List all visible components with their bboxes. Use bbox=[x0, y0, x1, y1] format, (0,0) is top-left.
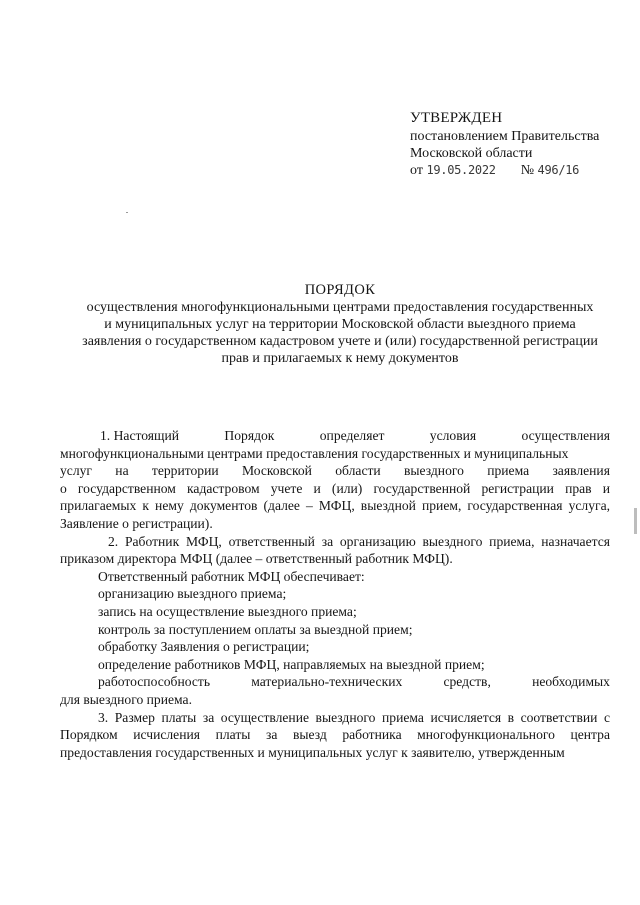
date-prefix: от bbox=[410, 163, 423, 178]
word: 1. Настоящий bbox=[100, 428, 180, 443]
word: приема bbox=[487, 463, 530, 479]
word: на bbox=[115, 463, 129, 479]
word: Порядок bbox=[224, 428, 275, 443]
paragraph-1-line-2 bbox=[60, 445, 610, 463]
duty-item: контроль за поступлением оплаты за выездной прием; bbox=[98, 621, 413, 637]
approval-number: 496/16 bbox=[537, 163, 580, 177]
number-sign: № bbox=[520, 163, 535, 178]
duty-item: запись на осуществление выездного приема; bbox=[98, 603, 357, 619]
duty-item: определение работников МФЦ, направляемых на выездной прием; bbox=[98, 656, 485, 672]
duty-item: обработку Заявления о регистрации; bbox=[98, 639, 310, 655]
subtitle-line: заявления о государственном кадастровом учете и (или) государственной регистрации bbox=[82, 334, 598, 349]
document-title: ПОРЯДОК bbox=[304, 282, 376, 298]
document-subtitle bbox=[60, 299, 620, 367]
word: области bbox=[335, 463, 381, 479]
word: условия bbox=[429, 428, 477, 443]
scan-edge-mark bbox=[634, 508, 637, 534]
duty-item-last-end: для выездного приема. bbox=[60, 691, 192, 707]
word: работоспособность bbox=[98, 674, 211, 690]
duty-item: организацию выездного приема; bbox=[98, 586, 287, 602]
subtitle-line: осуществления многофункциональными центрами предоставления государственных bbox=[86, 300, 594, 315]
word: заявления bbox=[552, 463, 610, 479]
word: необходимых bbox=[532, 674, 610, 690]
paragraph-1-line-1 bbox=[60, 427, 610, 445]
word: выездного bbox=[404, 463, 464, 479]
document-body bbox=[60, 427, 610, 761]
word: услуг bbox=[60, 463, 92, 479]
paragraph-1-rest: о государственном кадастровом учете и (или) государственной регистрации прав и прилагаемых к нему документов (далее – МФЦ, выездной прием, государственная услуга, Заявление о регистрации). bbox=[60, 480, 610, 531]
approval-block bbox=[410, 110, 630, 179]
subtitle-line: прав и прилагаемых к нему документов bbox=[221, 351, 459, 366]
subtitle-line: и муниципальных услуг на территории Московской области выездного приема bbox=[104, 317, 576, 332]
word: определяет bbox=[319, 428, 385, 443]
paragraph-1-line-3 bbox=[60, 462, 610, 480]
word: Московской bbox=[241, 463, 312, 479]
duty-item-last bbox=[60, 673, 610, 691]
paragraph-3: 3. Размер платы за осуществление выездного приема исчисляется в соответствии с Порядком исчисления платы за выезд работника многофункционального центра предоставления государственных и муниципальных услуг к заявителю, утвержденным bbox=[60, 709, 610, 760]
word: осуществления bbox=[521, 428, 610, 443]
approval-title: УТВЕРЖДЕН bbox=[410, 110, 503, 126]
approval-date-row bbox=[410, 162, 630, 179]
approval-date: 19.05.2022 bbox=[426, 163, 496, 177]
scan-speck bbox=[126, 212, 128, 213]
word: средств, bbox=[443, 674, 491, 690]
paragraph-2: 2. Работник МФЦ, ответственный за организацию выездного приема, назначается приказом директора МФЦ (далее – ответственный работник МФЦ). bbox=[60, 533, 610, 567]
word: территории bbox=[151, 463, 219, 479]
approval-line-1: постановлением Правительства bbox=[410, 129, 600, 144]
word: материально-технических bbox=[251, 674, 403, 690]
duties-intro: Ответственный работник МФЦ обеспечивает: bbox=[98, 568, 365, 584]
approval-line-2: Московской области bbox=[410, 146, 533, 161]
text-line: многофункциональными центрами предоставления государственных и муниципальных bbox=[60, 445, 569, 461]
